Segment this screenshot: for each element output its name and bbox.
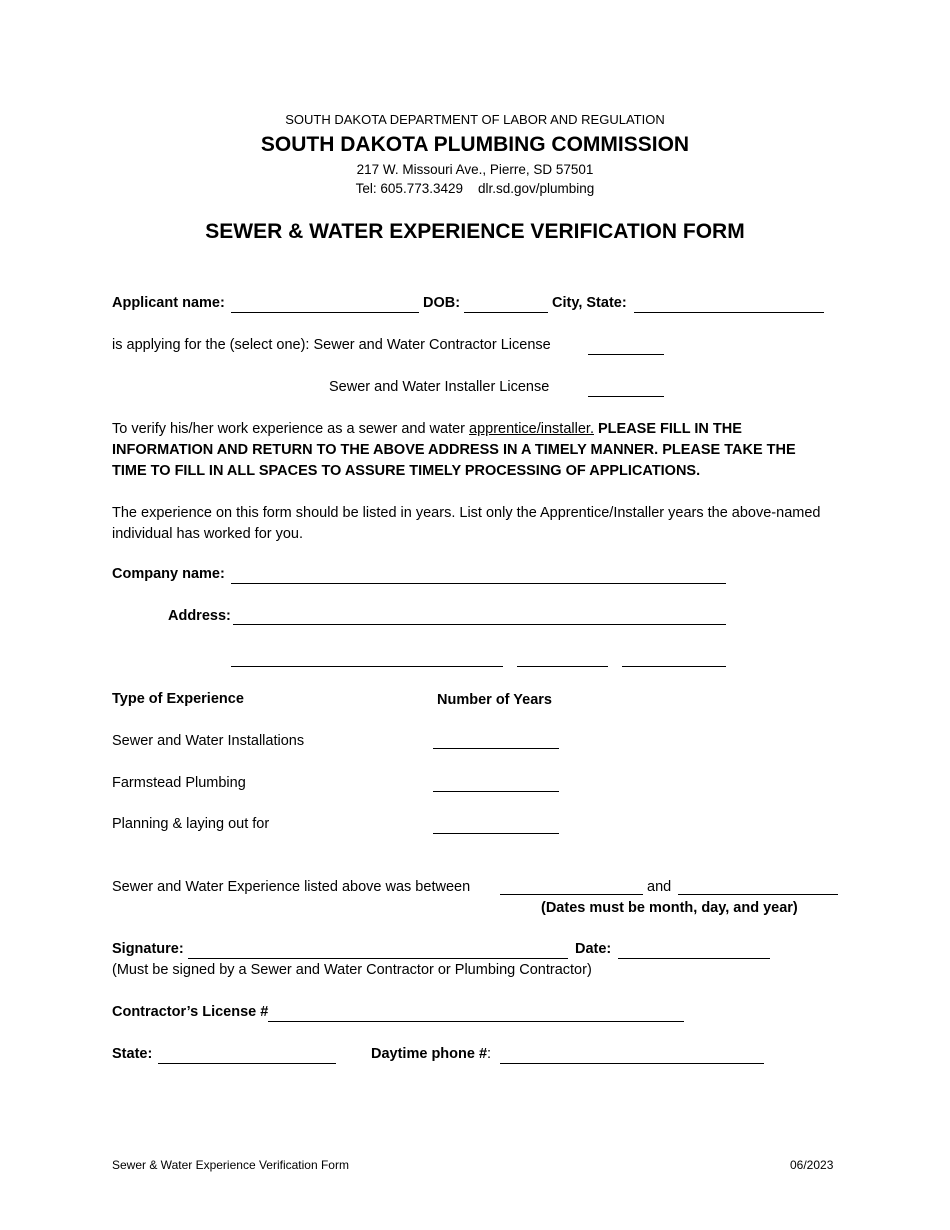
signature-note: (Must be signed by a Sewer and Water Contractor or Plumbing Contractor)	[112, 962, 592, 978]
dob-label: DOB:	[423, 295, 461, 311]
dates-between-label: Sewer and Water Experience listed above was between	[112, 879, 471, 895]
experience-years-field[interactable]	[433, 748, 559, 749]
daytime-phone-colon: :	[487, 1046, 492, 1062]
company-address-label: Address:	[168, 608, 231, 624]
instructions-bold: PLEASE FILL IN THE INFORMATION AND RETURN TO THE ABOVE ADDRESS IN A TIMELY MANNER. PLEASE TAKE THE TIME TO FILL IN ALL SPACES TO ASSURE TIMELY PROCESSING OF APPLICATIONS.	[112, 421, 796, 479]
installer-license-option: Sewer and Water Installer License	[329, 379, 550, 395]
experience-row-label: Planning & laying out for	[112, 816, 270, 832]
dates-and-label: and	[647, 879, 672, 895]
end-date-field[interactable]	[678, 894, 838, 895]
instructions-prefix: To verify his/her work experience as a sewer and water	[112, 421, 470, 437]
company-name-field[interactable]	[231, 583, 726, 584]
experience-years-field[interactable]	[433, 791, 559, 792]
applicant-name-field[interactable]	[231, 312, 419, 313]
state-label: State:	[112, 1046, 153, 1062]
daytime-phone-label: Daytime phone #	[371, 1046, 488, 1062]
company-zip-field[interactable]	[622, 666, 726, 667]
license-select-intro: is applying for the (select one): Sewer and Water Contractor License	[112, 337, 551, 353]
signature-date-field[interactable]	[618, 958, 770, 959]
company-state-field[interactable]	[517, 666, 608, 667]
footer-revision: 06/2023	[790, 1158, 834, 1172]
experience-row-label: Farmstead Plumbing	[112, 775, 246, 791]
signature-date-label: Date:	[575, 941, 612, 957]
signature-label: Signature:	[112, 941, 184, 957]
contractor-license-label: Contractor’s License #	[112, 1004, 269, 1020]
start-date-field[interactable]	[500, 894, 643, 895]
years-header: Number of Years	[437, 692, 552, 708]
daytime-phone-field[interactable]	[500, 1063, 764, 1064]
experience-row-label: Sewer and Water Installations	[112, 733, 305, 749]
years-note: The experience on this form should be listed in years. List only the Apprentice/Installer years the above-named individual has worked for you.	[112, 505, 821, 542]
company-name-label: Company name:	[112, 566, 225, 582]
city-state-label: City, State:	[552, 295, 627, 311]
company-address-field[interactable]	[233, 624, 726, 625]
form-title: SEWER & WATER EXPERIENCE VERIFICATION FORM	[205, 220, 745, 243]
city-state-field[interactable]	[634, 312, 824, 313]
company-city-field[interactable]	[231, 666, 503, 667]
commission-title: SOUTH DAKOTA PLUMBING COMMISSION	[260, 133, 690, 156]
experience-type-header: Type of Experience	[112, 691, 244, 707]
contractor-license-field[interactable]	[268, 1021, 684, 1022]
installer-license-select-field[interactable]	[588, 396, 664, 397]
instructions-paragraph	[112, 419, 832, 482]
signature-field[interactable]	[188, 958, 568, 959]
applicant-name-label: Applicant name:	[112, 295, 225, 311]
department-name: SOUTH DAKOTA DEPARTMENT OF LABOR AND REGULATION	[285, 112, 665, 127]
commission-contact: Tel: 605.773.3429 dlr.sd.gov/plumbing	[355, 181, 595, 196]
daytime-phone-label-group	[371, 1046, 491, 1062]
commission-address: 217 W. Missouri Ave., Pierre, SD 57501	[356, 162, 594, 177]
experience-years-field[interactable]	[433, 833, 559, 834]
dates-format-note: (Dates must be month, day, and year)	[541, 900, 798, 916]
footer-form-name: Sewer & Water Experience Verification Form	[112, 1158, 349, 1172]
dob-field[interactable]	[464, 312, 548, 313]
instructions-underlined: apprentice/installer.	[469, 421, 594, 437]
contractor-license-select-field[interactable]	[588, 354, 664, 355]
state-field[interactable]	[158, 1063, 336, 1064]
